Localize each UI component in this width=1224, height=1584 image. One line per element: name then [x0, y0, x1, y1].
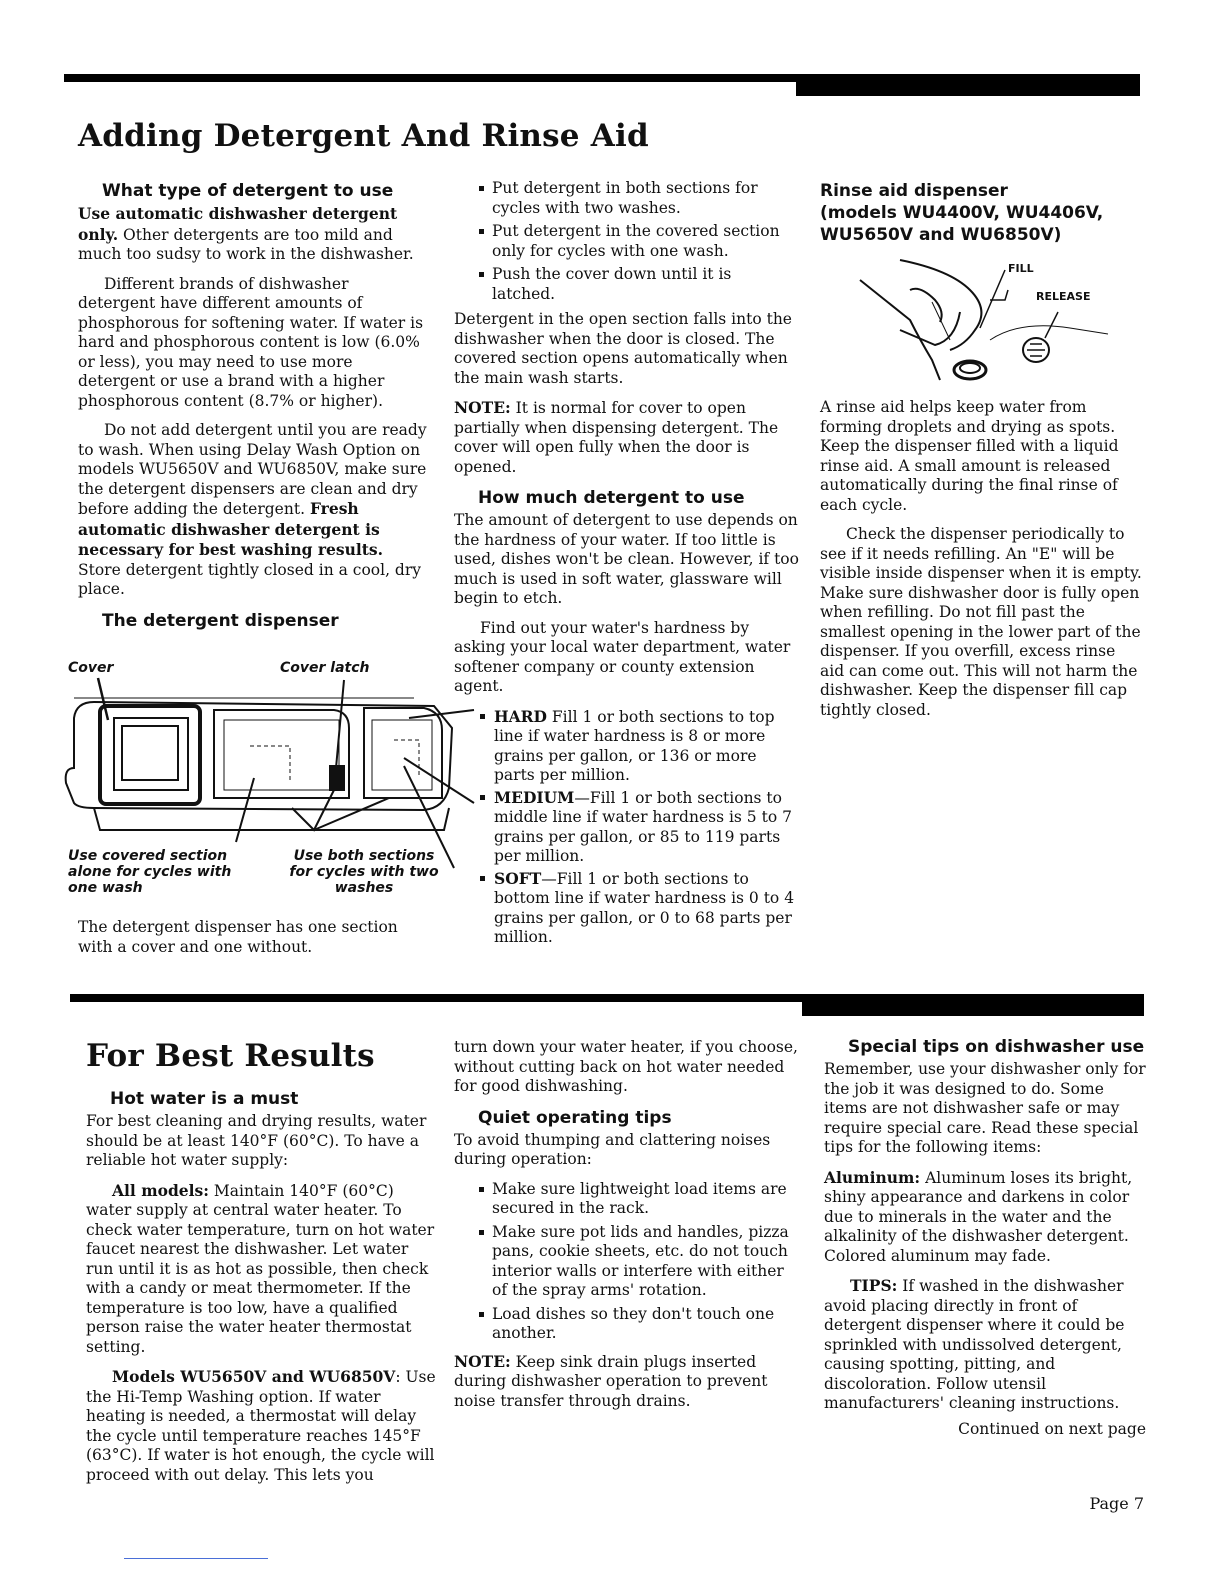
dispenser-description: [78, 918, 428, 967]
list-item: Push the cover down until it is latched.: [454, 265, 799, 304]
paragraph-hi-temp-models: Models WU5650V and WU6850V: Use the Hi-Temp Washing option. If water heating is needed, a thermostat will delay the cycle until temperature reaches 145°F (63°C). If water is hot enough, the cycle will proceed with out delay. This lets you: [86, 1367, 436, 1484]
paragraph-aluminum: Aluminum: Aluminum loses its bright, shiny appearance and darkens in color due to minerals in the water and the alkalinity of the dishwasher detergent. Colored aluminum may fade.: [824, 1167, 1133, 1265]
best-results-col-3: [824, 1036, 1146, 1439]
paragraph-find-hardness: Find out your water's hardness by asking your local water department, water softener company or county extension agent.: [454, 618, 791, 695]
detergent-bullets: [454, 179, 799, 304]
list-item: Put detergent in the covered section only for cycles with one wash.: [454, 222, 799, 261]
paragraph-delay-wash: Do not add detergent until you are ready to wash. When using Delay Wash Option on models WU5650V and WU6850V, make sure the detergent dispensers are clean and dry before adding the detergent. Fresh automatic dishwasher detergent is necessary for best washing results. Store detergent tightly closed in a cool, dry place.: [78, 421, 427, 598]
paragraph-phosphorous: Different brands of dishwasher detergent have different amounts of phosphorous for softening water. If water is hard and phosphorous content is low (6.0% or less), you may need to use more detergent or use a brand with a higher phosphorous content (8.7% or higher).: [78, 274, 424, 410]
rinse-aid-col: [820, 180, 1150, 250]
heading-how-much: How much detergent to use: [478, 488, 745, 508]
quiet-tips-list: [454, 1180, 799, 1344]
hardness-item-hard: HARD Fill 1 or both sections to top line if water hardness is 8 or more grains per gallon, or 136 or more parts per million.: [454, 707, 799, 786]
heading-rinse-aid-models: (models WU4400V, WU4406V, WU5650V and WU6850V): [820, 203, 1104, 245]
top-rule-tab: [796, 74, 1140, 96]
heading-rinse-aid: Rinse aid dispenser: [820, 181, 1008, 201]
note-drain-plugs: NOTE: Keep sink drain plugs inserted during dishwasher operation to prevent noise transfer through drains.: [454, 1351, 768, 1410]
paragraph-tips: TIPS: If washed in the dishwasher avoid placing directly in front of detergent dispenser where it could be sprinkled with undissolved detergent, causing spotting, pitting, and discoloration. Follow utensil manufacturers' cleaning instructions.: [824, 1276, 1125, 1412]
paragraph-special-tips: Remember, use your dishwasher only for the job it was designed to do. Some items are not dishwasher safe or may require special care. Read these special tips for the following items:: [824, 1060, 1146, 1156]
hardness-item-medium: MEDIUM—Fill 1 or both sections to middle line if water hardness is 5 to 7 grains per gallon, or 85 to 119 parts per million.: [454, 788, 799, 867]
best-results-col-1: [86, 1088, 436, 1495]
figure-caption-covered-section: Use covered section alone for cycles with one wash: [68, 848, 232, 896]
rinse-aid-figure: [840, 250, 1110, 390]
rinse-aid-text: [820, 398, 1142, 730]
middle-rule-tab: [802, 994, 1144, 1016]
dispenser-figure: [64, 658, 484, 898]
rinse-aid-illustration: [840, 250, 1110, 390]
paragraph-avoid-noise: To avoid thumping and clattering noises during operation:: [454, 1130, 771, 1168]
paragraph-auto-detergent: Use automatic dishwasher detergent only. Other detergents are too mild and much too sudsy to work in the dishwasher.: [78, 204, 414, 263]
list-item: Load dishes so they don't touch one another.: [454, 1305, 799, 1344]
paragraph-rinse-aid: A rinse aid helps keep water from forming droplets and drying as spots. Keep the dispenser filled with a liquid rinse aid. A small amount is released automatically during the final rinse of each cycle.: [820, 398, 1119, 514]
page-number: Page 7: [1089, 1494, 1144, 1513]
list-item: Make sure lightweight load items are secured in the rack.: [454, 1180, 799, 1219]
paragraph-open-section: Detergent in the open section falls into the dishwasher when the door is closed. The covered section opens automatically when the main wash starts.: [454, 310, 792, 387]
figure-label-release: RELEASE: [1036, 290, 1091, 303]
figure-label-cover-latch: Cover latch: [280, 660, 370, 676]
figure-caption-both-sections: Use both sections for cycles with two washes: [289, 848, 439, 896]
heading-special-tips: Special tips on dishwasher use: [848, 1037, 1145, 1057]
paragraph-dispenser-sections: The detergent dispenser has one section with a cover and one without.: [78, 918, 398, 956]
heading-hot-water: Hot water is a must: [110, 1089, 299, 1109]
note-cover-open: NOTE: It is normal for cover to open partially when dispensing detergent. The cover will open fully when the door is opened.: [454, 398, 779, 476]
list-item: Put detergent in both sections for cycles with two washes.: [454, 179, 799, 218]
continued-note: Continued on next page: [958, 1419, 1146, 1438]
figure-label-fill: FILL: [1008, 262, 1034, 275]
detergent-col-2: [454, 179, 799, 954]
paragraph-water-hardness: The amount of detergent to use depends on the hardness of your water. If too little is used, dishes won't be clean. However, if too much is used in soft water, glassware will begin to etch.: [454, 511, 799, 607]
section-title-best-results: For Best Results: [86, 1038, 375, 1074]
list-item: Make sure pot lids and handles, pizza pans, cookie sheets, etc. do not touch interior walls or interfere with either of the spray arms' rotation.: [454, 1223, 799, 1301]
heading-detergent-type: What type of detergent to use: [102, 181, 394, 201]
heading-detergent-dispenser: The detergent dispenser: [102, 610, 339, 631]
paragraph-water-heater: turn down your water heater, if you choose, without cutting back on hot water needed for good dishwashing.: [454, 1038, 798, 1095]
paragraph-water-temperature: For best cleaning and drying results, water should be at least 140°F (60°C). To have a reliable hot water supply:: [86, 1112, 427, 1169]
figure-label-cover: Cover: [68, 660, 114, 676]
hardness-item-soft: SOFT—Fill 1 or both sections to bottom line if water hardness is 0 to 4 grains per gallon, or 0 to 68 parts per million.: [454, 869, 799, 948]
paragraph-all-models: All models: Maintain 140°F (60°C) water supply at central water heater. To check water temperature, turn on hot water faucet nearest the dishwasher. Let water run until it is as hot as possible, then check with a candy or meat thermometer. If the temperature is too low, have a qualified person raise the water heater thermostat setting.: [86, 1180, 435, 1356]
section-title-detergent: Adding Detergent And Rinse Aid: [78, 118, 649, 154]
paragraph-check-dispenser: Check the dispenser periodically to see if it needs refilling. An "E" will be visible inside dispenser when it is empty. Make sure dishwasher door is fully open when refilling. Do not fill past the smallest opening in the lower part of the dispenser. If you overfill, excess rinse aid can come out. This will not harm the dishwasher. Keep the dispenser fill cap tightly closed.: [820, 525, 1142, 719]
detergent-col-1: [78, 180, 428, 634]
hardness-list: [454, 707, 799, 948]
best-results-col-2: [454, 1038, 799, 1421]
heading-quiet-tips: Quiet operating tips: [478, 1107, 672, 1128]
bottom-line: [124, 1558, 268, 1559]
